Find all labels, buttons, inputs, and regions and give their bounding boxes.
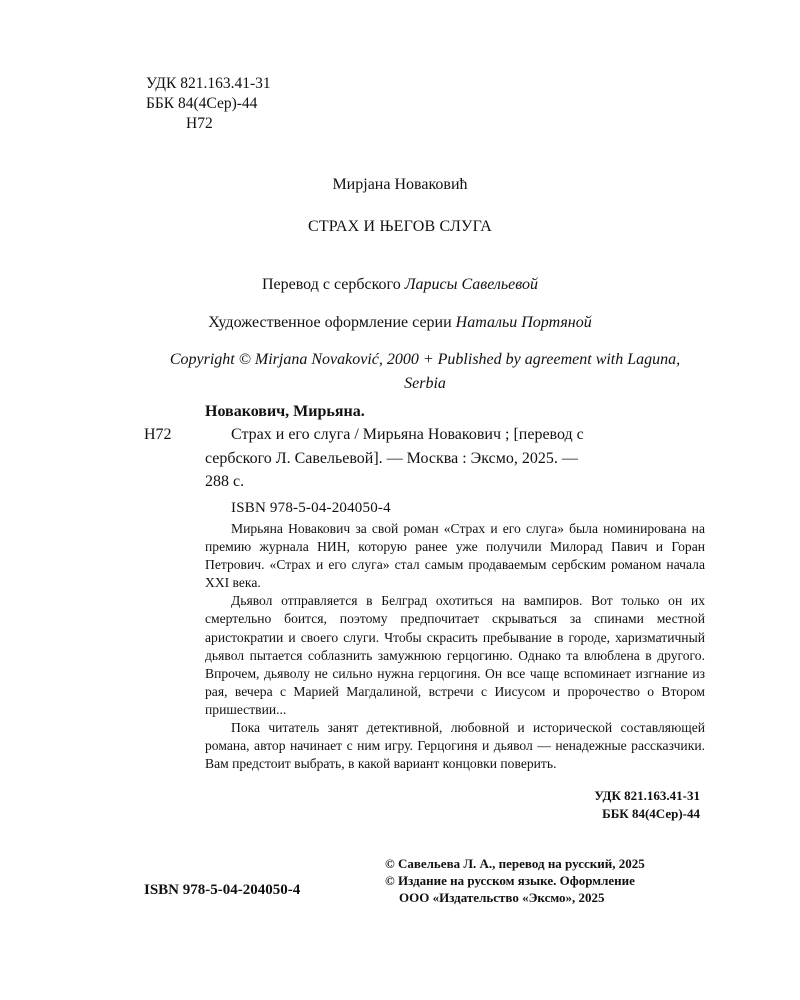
bbk-code: ББК 84(4Сер)-44: [146, 95, 258, 112]
original-title: СТРАХ И ЊЕГОВ СЛУГА: [307, 218, 493, 235]
author-mark: Н72: [186, 115, 213, 132]
catalog-description: [205, 423, 701, 494]
catalog-line-3: 288 с.: [205, 473, 245, 490]
catalog-heading: Новакович, Мирьяна.: [205, 403, 365, 420]
catalog-line-1: Страх и его слуга / Мирьяна Новакович ; [перевод с: [231, 426, 584, 443]
imprint-isbn: ISBN 978-5-04-204050-4: [144, 882, 301, 898]
catalog-author-mark: Н72: [144, 426, 172, 443]
copyright-edition-2: ООО «Издательство «Эксмо», 2025: [399, 890, 605, 905]
catalog-line-2: сербского Л. Савельевой]. — Москва : Эксмо, 2025. —: [205, 449, 578, 467]
translator-credit: [0, 276, 800, 294]
bottom-udk: УДК 821.163.41-31: [594, 788, 700, 803]
bottom-bbk: ББК 84(4Сер)-44: [602, 806, 700, 821]
catalog-isbn: ISBN 978-5-04-204050-4: [231, 500, 391, 516]
annotation-paragraph: Мирьяна Новакович за свой роман «Страх и его слуга» была номинирована на премию журнала НИН, которую ранее уже получили Милорад Павич и Горан Петрович. «Страх и его слуга» стал самым продаваемым сербским романом начала XXI века.: [205, 521, 705, 591]
classification-block: [146, 74, 271, 134]
annotation: [205, 520, 705, 773]
copyright-notice: Copyright © Mirjana Novaković, 2000 + Published by agreement with Laguna, Serbia: [169, 351, 681, 392]
translator-name: Ларисы Савельевой: [404, 276, 539, 293]
annotation-paragraph: Пока читатель занят детективной, любовной и исторической составляющей романа, автор начинает с ним игру. Герцогиня и дьявол — ненадежные рассказчики. Вам предстоит выбрать, в какой вариант концовки поверить.: [205, 720, 705, 772]
design-credit: [0, 314, 800, 332]
design-prefix: Художественное оформление серии: [208, 314, 452, 331]
bottom-classification: [560, 787, 700, 823]
copyright-edition-1: © Издание на русском языке. Оформление: [385, 873, 635, 888]
imprint-copyright: [385, 855, 645, 906]
translator-prefix: Перевод с сербского: [261, 276, 401, 293]
original-author: Мирјана Новаковић: [332, 176, 468, 193]
annotation-paragraph: Дьявол отправляется в Белград охотиться на вампиров. Вот только он их смертельно боится, поэтому предпочитает скрываться за спинами местной аристократии и своего слуги. Чтобы скрасить пребывание в городе, харизматичный дьявол пытается соблазнить замужнюю герцогиню. Однако та влюблена в другого. Впрочем, дьяволу не сильно нужна герцогиня. Он все чаще вспоминает изгнание из рая, вечера с Марией Магдалиной, встречи с Иисусом и пророчество о Втором пришествии...: [205, 593, 705, 717]
copyright-translation: © Савельева Л. А., перевод на русский, 2025: [385, 856, 645, 871]
design-name: Натальи Портяной: [455, 314, 592, 331]
udk-code: УДК 821.163.41-31: [146, 75, 271, 92]
